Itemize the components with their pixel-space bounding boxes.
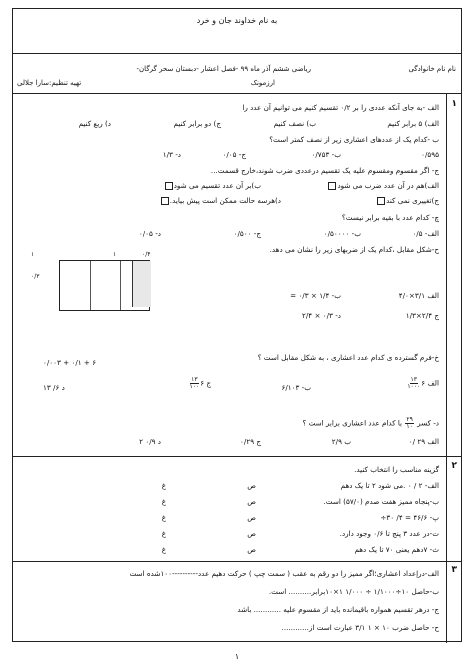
q2-title: گزینه مناسب را انتخاب کنید.: [354, 465, 439, 474]
q2-false-option[interactable]: غ: [161, 497, 166, 506]
fraction-denominator: ۱۰: [406, 423, 413, 430]
q1-a-opt-2: ب) نصف کنیم: [273, 119, 316, 128]
fraction-numerator: ۱۳: [410, 376, 417, 383]
q1-d-opt-1: الف- ۰/۵: [412, 229, 439, 238]
q1-f-expression: ۶ + ۰/۱ + ۰/۰۰۳: [43, 358, 97, 367]
q2-true-option[interactable]: ص: [247, 529, 256, 538]
q2-true-option[interactable]: ص: [247, 481, 256, 490]
question-1-number: ۱: [451, 99, 457, 109]
q1-f-opt-a: [406, 377, 439, 390]
fraction: [405, 417, 413, 430]
question-2-number: ۲: [451, 461, 457, 471]
q2-false-option[interactable]: غ: [161, 513, 166, 522]
section-divider: [13, 561, 461, 562]
arzmonk-label: ارزمونک: [250, 79, 275, 87]
q1-b-opt-1: ۰/۵۹۵: [421, 150, 439, 159]
q1-g-opt-2: ب ۲/۹: [331, 437, 351, 446]
q1-g-opt-4: د ۰/۹ ۲: [139, 437, 161, 446]
q1-b-text: ب -کدام یک از عددهای اعشاری زیر از نصف کمتر است؟: [269, 135, 439, 144]
exam-info: ریاضی ششم آذر ماه ۹۹ -فصل اعشار -دبستان سحر گرگان-: [136, 65, 311, 73]
q1-g-prefix: د- کسر: [417, 418, 439, 428]
q1-a-opt-1: الف) ۵ برابر کنیم: [387, 119, 439, 128]
q2-true-option[interactable]: ص: [247, 497, 256, 506]
section-divider: [13, 93, 461, 94]
grid-tick-top-right: ۰/۴: [142, 251, 151, 258]
grid-divider: [120, 261, 121, 310]
q1-f-opt-d: د ۶/ ۱۳: [43, 383, 65, 392]
checkbox[interactable]: [165, 182, 173, 190]
q2-item: پ- ۴۶/۶ = ۴/ ۳۰÷: [380, 513, 439, 522]
q1-c-opt-3-label: ج)تغییری نمی کند: [386, 196, 439, 205]
section-divider: [13, 456, 461, 457]
q1-f-opt-b: ب- ۶/۱۰۳: [281, 383, 311, 392]
q2-true-option[interactable]: ص: [247, 545, 256, 554]
q1-a-opt-4: د) ربع کنیم: [78, 119, 111, 128]
fraction-numerator: ۲۹: [406, 416, 413, 423]
fraction-denominator: ۱۰۰۰: [407, 383, 421, 390]
q1-b-opt-4: د- ۱/۳: [162, 150, 181, 159]
question-3-number: ۳: [451, 565, 457, 575]
q1-e-opt-4: د- ۰/۳ × ۲/۴: [302, 311, 341, 320]
grid-tick-left: ۰/۳: [31, 273, 40, 280]
q1-e-opt-1: الف ۳/۱×۴/۰: [398, 291, 439, 300]
author-label: تهیه تنظیم:سارا جلالی: [17, 79, 82, 87]
checkbox[interactable]: [328, 182, 336, 190]
q1-f-opt-c: [189, 377, 211, 390]
q1-c-opt-2[interactable]: [164, 181, 261, 190]
grid-divider: [90, 261, 91, 310]
q1-f-text: خ-فرم گسترده ی کدام عدد اعشاری ، به شکل مقابل است ؟: [257, 353, 439, 362]
q1-b-opt-3: ج- ۰/۰۵: [222, 150, 246, 159]
q1-a-opt-3: ج) دو برابر کنیم: [173, 119, 221, 128]
page-number: ۱: [234, 652, 240, 661]
q1-c-opt-3[interactable]: [376, 196, 439, 205]
header-divider: [13, 53, 461, 54]
checkbox[interactable]: [377, 197, 385, 205]
q1-c-opt-4-label: د)هرسه حالت ممکن است پیش بیاید.: [169, 196, 281, 205]
q1-d-opt-2: ب- ۰/۵۰۰۰۰: [323, 229, 361, 238]
checkbox[interactable]: [161, 197, 169, 205]
q1-g-suffix: با کدام عدد اعشاری برابر است ؟: [302, 418, 403, 428]
q1-f-opt-a-prefix: الف ۶: [421, 378, 439, 388]
grid-shaded-region: [132, 261, 151, 307]
q2-item: الف- ۲ / ۰ .می شود ۲ تا یک دهم: [340, 481, 439, 490]
grid-tick-top-left: ۱: [31, 251, 35, 258]
q1-d-opt-4: د- ۰/۰۵: [138, 229, 161, 238]
q1-g-opt-1: الف ۲۹ /۰: [408, 437, 439, 446]
q2-item: ب-پنجاه ممیز هفت صدم (۵۷/۰) است.: [323, 497, 439, 506]
q1-g-opt-3: ج ۰/۲۹: [240, 437, 261, 446]
q1-c-opt-2-label: ب)بر آن عدد تقسیم می شود: [173, 181, 261, 190]
fraction: [190, 377, 200, 390]
grid-tick-top-mid: ۱: [113, 251, 117, 258]
q2-false-option[interactable]: غ: [161, 529, 166, 538]
q1-c-opt-1-label: الف)هم در آن عدد ضرب می شود: [337, 181, 439, 190]
q2-true-option[interactable]: ص: [247, 513, 256, 522]
q3-line: ب-حاصل ۱۰÷۱/۱۰۰۰ ÷ ۱/۰۰۰ ۱×۱۰برابر.......... است.: [268, 587, 439, 596]
q1-c-text: ج- اگر مقسوم ومقسوم علیه یک تقسیم درعددی ضرب شوند،خارج قسمت...: [210, 166, 439, 175]
bismillah-title: به نام خداوند جان و خرد: [196, 16, 278, 25]
q1-c-opt-1[interactable]: [327, 181, 439, 190]
q2-false-option[interactable]: غ: [161, 545, 166, 554]
q1-d-opt-3: ج- ۰/۵۰۰: [233, 229, 261, 238]
q1-a-text: الف -به جای آنکه عددی را بر ۰/۲ تقسیم کنیم می توانیم آن عدد را: [242, 103, 439, 112]
fraction-numerator: ۱۳: [191, 376, 198, 383]
q1-e-opt-3: ج ۲/۴×۱/۳: [405, 311, 439, 320]
q2-item: ث- ۷دهم یعنی ۷۰ تا یک دهم: [354, 545, 439, 554]
q1-e-text: ح-شکل مقابل ،کدام یک از ضربهای زیر را نشان می دهد.: [269, 245, 439, 254]
q1-b-opt-2: ب- ۰/۷۵۳: [311, 150, 341, 159]
q1-d-text: چ- کدام عدد با بقیه برابر نیست؟: [341, 213, 439, 222]
q1-f-opt-c-prefix: ج ۶: [200, 378, 211, 388]
q2-item: ت-در عدد ۳ پنج تا ۰/۶ وجود دارد.: [339, 529, 439, 538]
exam-sheet: [12, 8, 462, 642]
q3-line: الف-درإعداد اعشاری؛اگر ممیز را دو رقم به عقب ( سمت چپ ) حرکت دهیم عدد----------۱۰۰شده است: [129, 569, 439, 578]
q2-false-option[interactable]: غ: [161, 481, 166, 490]
name-label: نام نام خانوادگی: [408, 65, 456, 73]
fraction-denominator: ۱۰۰: [189, 383, 200, 390]
fraction: [407, 377, 420, 390]
multiplication-grid-figure: [59, 260, 150, 311]
q1-g-text: [302, 417, 439, 430]
q1-c-opt-4[interactable]: [160, 196, 281, 205]
q1-e-opt-2: ب- ۱/۴ × ۰/۳ =: [290, 291, 341, 300]
q3-line: ح- حاصل ضرب ۱۰ × ۱ ۳/۱ عبارت است از............: [281, 623, 439, 632]
q3-line: ج- درهر تقسیم همواره باقیمانده باید از مقسوم علیه ............ باشد: [237, 605, 439, 614]
